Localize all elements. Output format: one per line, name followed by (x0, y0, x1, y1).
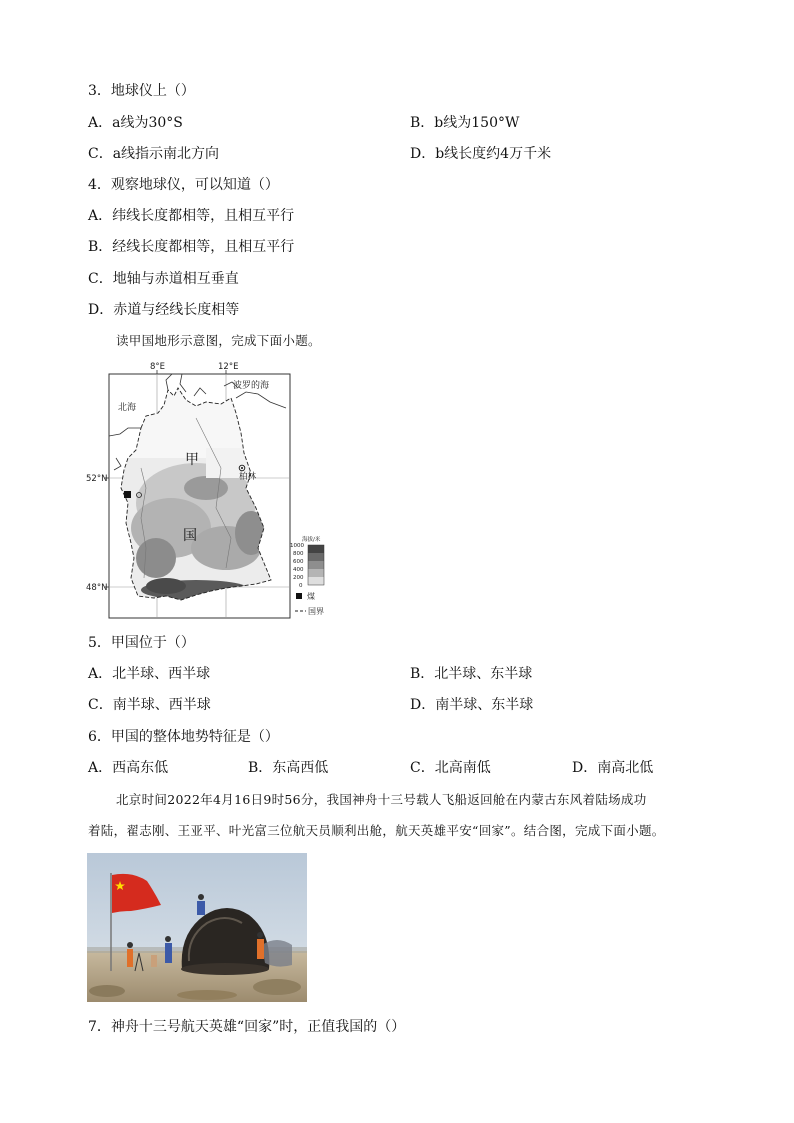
q6-option-c: C．北高南低 (410, 760, 491, 776)
person-blue (165, 943, 172, 963)
q4-option-a: A．纬线长度都相等，且相互平行 (88, 208, 295, 224)
q6-option-b: B．东高西低 (248, 760, 329, 776)
q3-option-a: A．a线为30°S (88, 115, 183, 131)
q4-option-c: C．地轴与赤道相互垂直 (88, 271, 239, 287)
person-on-capsule (197, 901, 205, 915)
q5-option-d: D．南半球、东半球 (410, 697, 534, 713)
q7-stem: 7．神舟十三号航天英雄“回家”时，正值我国的（） (88, 1019, 406, 1035)
q4-option-d: D．赤道与经线长度相等 (88, 302, 240, 318)
person-orange-1 (127, 949, 133, 967)
intro-shenzhou-line2: 着陆，翟志刚、王亚平、叶光富三位航天员顺利出舱，航天英雄平安“回家”。结合图，完成下面小题。 (88, 823, 665, 838)
country-char-2: 国 (183, 528, 197, 544)
coal-marker (124, 491, 131, 498)
q3-option-d: D．b线长度约4万千米 (410, 146, 552, 162)
legend-coal-label: 煤 (307, 592, 315, 601)
berlin-label: 柏林 (239, 472, 257, 482)
q4-stem: 4．观察地球仪，可以知道（） (88, 177, 279, 193)
intro-shenzhou-line1: 北京时间2022年4月16日9时56分，我国神舟十三号载人飞船返回舱在内蒙古东风着陆场成功 (116, 792, 647, 807)
lon-12e-label: 12°E (218, 362, 239, 372)
q6-option-d: D．南高北低 (572, 760, 654, 776)
capsule-landing-photo (87, 853, 307, 1002)
country-char-1: 甲 (185, 452, 199, 468)
legend-level-5: 0 (299, 583, 303, 589)
legend-level-3: 400 (293, 567, 304, 573)
q3-option-c: C．a线指示南北方向 (88, 146, 220, 162)
germany-terrain-map (86, 358, 336, 624)
lat-52n-label: 52°N (86, 474, 108, 484)
q5-option-a: A．北半球、西半球 (88, 666, 211, 682)
q6-option-a: A．西高东低 (88, 760, 169, 776)
person-orange-2 (257, 939, 264, 959)
q5-stem: 5．甲国位于（） (88, 635, 195, 651)
q6-stem: 6．甲国的整体地势特征是（） (88, 729, 279, 745)
lat-48n-label: 48°N (86, 583, 108, 593)
legend-level-4: 200 (293, 575, 304, 581)
legend-level-1: 800 (293, 551, 304, 557)
baltic-sea-label: 波罗的海 (233, 381, 270, 391)
q4-option-b: B．经线长度都相等，且相互平行 (88, 239, 295, 255)
q3-option-b: B．b线为150°W (410, 115, 520, 131)
north-sea-label: 北海 (118, 403, 137, 413)
legend-border-label: 国界 (308, 607, 324, 616)
legend-level-2: 600 (293, 559, 304, 565)
intro-map: 读甲国地形示意图，完成下面小题。 (116, 333, 321, 348)
legend-level-0: 1000 (290, 543, 304, 549)
q3-stem: 3．地球仪上（） (88, 83, 195, 99)
legend-title: 海拔/米 (302, 537, 321, 543)
q5-option-b: B．北半球、东半球 (410, 666, 533, 682)
lon-8e-label: 8°E (150, 362, 166, 372)
q5-option-c: C．南半球、西半球 (88, 697, 211, 713)
elevation-legend (290, 535, 324, 616)
legend-coal-swatch (296, 593, 302, 599)
